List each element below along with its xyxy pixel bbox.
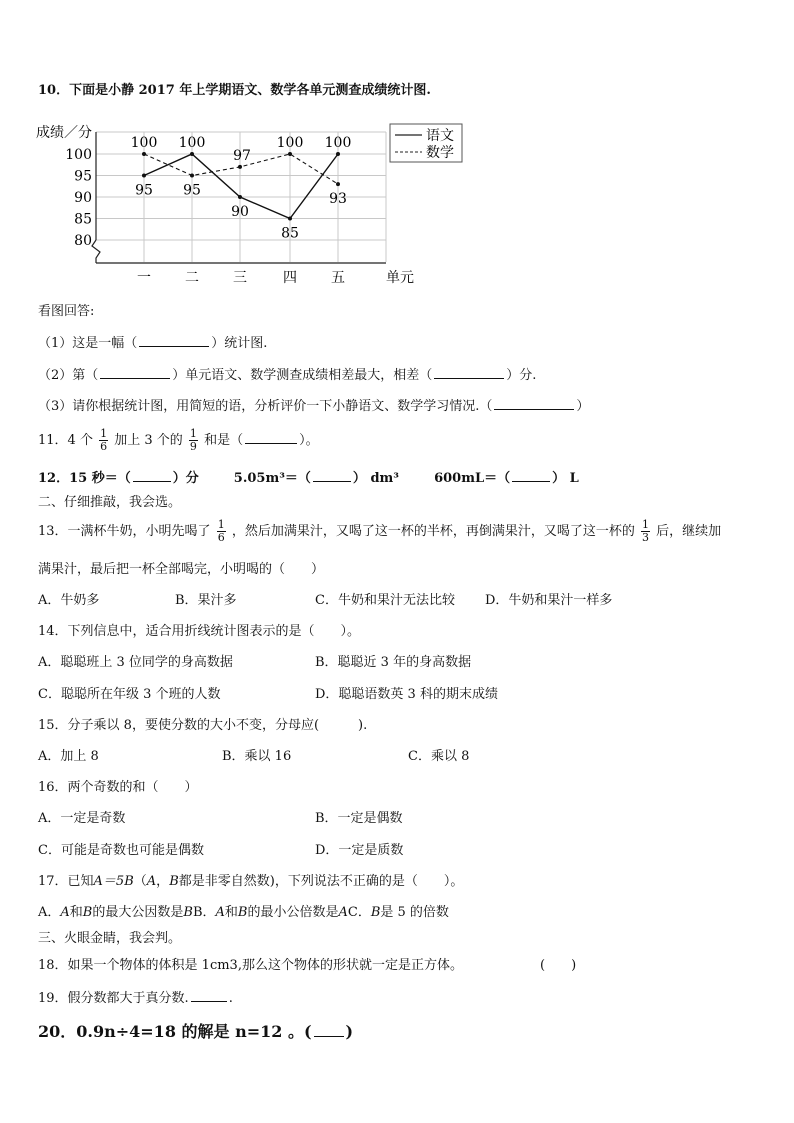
answer-blank[interactable]: [133, 469, 171, 482]
data-point: [336, 152, 340, 156]
data-point: [190, 152, 194, 156]
answer-blank[interactable]: [494, 397, 574, 410]
fraction: $\frac{1}{6}$: [100, 427, 108, 453]
answer-blank[interactable]: [139, 334, 209, 347]
q14-option-c[interactable]: C．聪聪所在年级 3 个班的人数: [38, 687, 221, 702]
answer-blank[interactable]: [100, 366, 170, 379]
data-label: 100: [178, 135, 206, 151]
q10-sub2: （2）第（ ）单元语文、数学测查成绩相差最大，相差（ ）分.: [38, 368, 537, 383]
q12: 12．15 秒＝（ ）分 5.05m³＝（ ） dm³ 600mL＝（ ） L: [38, 471, 579, 486]
y-tick-label: 95: [74, 168, 92, 185]
q16-stem: 16．两个奇数的和（ ）: [38, 780, 198, 795]
data-label: 100: [276, 135, 304, 151]
y-tick-label: 80: [74, 233, 92, 249]
x-tick-label: 五: [331, 270, 345, 286]
data-label: 85: [281, 225, 299, 242]
q10-sub3: （3）请你根据统计图，用简短的语，分析评价一下小静语文、数学学习情况.（ ）: [38, 399, 590, 414]
fraction: $\frac{1}{9}$: [189, 427, 197, 453]
axis-break: [92, 240, 100, 263]
chart-xlabel: 单元: [386, 270, 414, 286]
chart-ylabel: 成绩／分: [36, 125, 92, 141]
legend-label-yuwen: 语文: [426, 128, 454, 144]
x-tick-label: 一: [137, 270, 151, 286]
q13-line2: 满果汁，最后把一杯全部喝完，小明喝的（ ）: [38, 562, 325, 577]
q16-option-d[interactable]: D．一定是质数: [315, 843, 404, 858]
q14-option-b[interactable]: B．聪聪近 3 年的身高数据: [315, 655, 472, 670]
q17-option-b[interactable]: B．A和B的最小公倍数是A: [192, 905, 348, 920]
q20: 20．0.9n÷4=18 的解是 n=12 。( ): [38, 1022, 354, 1041]
answer-blank[interactable]: [314, 1022, 344, 1037]
q13-option-c[interactable]: C．牛奶和果汁无法比较: [315, 593, 455, 608]
data-label: 100: [130, 135, 158, 151]
q17-stem: 17．已知A＝5B（A，B都是非零自然数)，下列说法不正确的是（ ）。: [38, 874, 464, 889]
q17-option-c[interactable]: C．B是 5 的倍数: [347, 905, 449, 920]
q14-option-a[interactable]: A．聪聪班上 3 位同学的身高数据: [38, 655, 233, 670]
q16-option-b[interactable]: B．一定是偶数: [315, 811, 403, 826]
q18-stem: 18．如果一个物体的体积是 1cm3,那么这个物体的形状就一定是正方体。: [38, 958, 463, 973]
q16-option-a[interactable]: A．一定是奇数: [38, 811, 126, 826]
answer-blank[interactable]: [434, 366, 504, 379]
q15-option-c[interactable]: C．乘以 8: [408, 749, 470, 764]
data-label: 93: [329, 191, 347, 208]
fraction: $\frac{1}{3}$: [641, 518, 649, 544]
data-point: [288, 217, 292, 221]
data-label: 100: [324, 135, 352, 151]
data-point: [190, 174, 194, 178]
y-tick-label: 85: [74, 211, 92, 228]
data-label: 97: [233, 147, 251, 164]
q17-options: [38, 905, 449, 921]
q13-option-a[interactable]: A．牛奶多: [38, 593, 100, 608]
legend-label-shuxue: 数学: [426, 145, 454, 161]
line-chart: [30, 115, 454, 295]
q15-stem: 15．分子乘以 8，要使分数的大小不变，分母应( ).: [38, 718, 368, 733]
fraction: $\frac{1}{6}$: [217, 518, 225, 544]
section-2-heading: 二、仔细推敲，我会选。: [38, 495, 182, 510]
y-tick-label: 100: [65, 147, 92, 163]
q10-sub1: （1）这是一幅（ ）统计图.: [38, 336, 268, 351]
q10-after-chart: 看图回答:: [38, 304, 95, 319]
answer-blank[interactable]: [512, 469, 550, 482]
x-tick-label: 三: [233, 270, 247, 286]
answer-blank[interactable]: [191, 989, 227, 1002]
data-point: [142, 174, 146, 178]
data-point: [238, 165, 242, 169]
q17-option-a[interactable]: A．A和B的最大公因数是B: [38, 905, 193, 920]
q13-option-b[interactable]: B．果汁多: [175, 593, 237, 608]
answer-blank[interactable]: [245, 431, 297, 444]
q10-title: 10．下面是小静 2017 年上学期语文、数学各单元测查成绩统计图.: [38, 83, 431, 98]
q16-option-c[interactable]: C．可能是奇数也可能是偶数: [38, 843, 204, 858]
q13-line1: 13．一满杯牛奶，小明先喝了 $\frac{1}{6}$ ，然后加满果汁，又喝了这一杯的半杯，再倒满果汁，又喝了这一杯的 $\frac{1}{3}$ 后，继续加: [38, 518, 722, 544]
y-tick-label: 90: [74, 190, 92, 206]
q14-option-d[interactable]: D．聪聪语数英 3 科的期末成绩: [315, 687, 498, 702]
q18-judge-mark[interactable]: ( ): [540, 958, 577, 973]
data-point: [288, 152, 292, 156]
data-label: 90: [231, 204, 249, 220]
data-point: [238, 195, 242, 199]
data-point: [336, 182, 340, 186]
section-3-heading: 三、火眼金睛，我会判。: [38, 931, 182, 946]
data-point: [142, 152, 146, 156]
x-tick-label: 四: [283, 270, 297, 286]
q15-option-a[interactable]: A．加上 8: [38, 749, 99, 764]
q14-stem: 14．下列信息中，适合用折线统计图表示的是（ ）。: [38, 624, 361, 639]
q15-option-b[interactable]: B．乘以 16: [222, 749, 292, 764]
q13-option-d[interactable]: D．牛奶和果汁一样多: [485, 593, 613, 608]
x-tick-label: 二: [185, 270, 199, 286]
data-label: 95: [135, 182, 153, 199]
answer-blank[interactable]: [313, 469, 351, 482]
chart-legend: [390, 124, 462, 162]
data-label: 95: [183, 182, 201, 199]
q19: 19．假分数都大于真分数. .: [38, 991, 233, 1006]
q11: 11．4 个 $\frac{1}{6}$ 加上 3 个的 $\frac{1}{9}$ 和是（ ）。: [38, 427, 319, 453]
